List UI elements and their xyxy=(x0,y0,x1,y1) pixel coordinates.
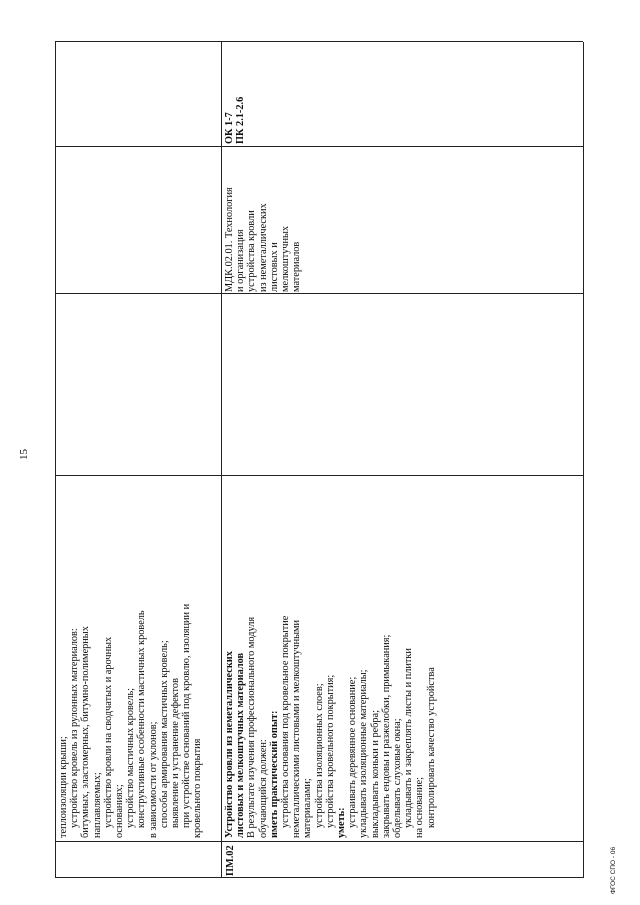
row-separator xyxy=(221,42,222,878)
mdk-line: листовых и xyxy=(268,242,280,292)
col-sep-2 xyxy=(55,475,583,476)
line: контролировать качество устройства xyxy=(425,667,437,828)
line: В результате изучения профессионального модуля xyxy=(246,616,258,838)
line: устройства кровельного покрытия; xyxy=(324,674,336,828)
table-bottom-border xyxy=(583,42,584,878)
line: укладывать и закреплять листы и плитки xyxy=(403,648,415,828)
col-sep-3 xyxy=(55,293,583,294)
col-sep-4 xyxy=(55,146,583,147)
practice-heading: иметь практический опыт: xyxy=(268,710,280,838)
mdk-line: из неметаллических xyxy=(257,203,269,292)
line: кровельного покрытия xyxy=(192,738,204,838)
competencies-cell xyxy=(224,44,246,144)
line: устройства изоляционных слоев; xyxy=(313,683,325,828)
module-title: Устройство кровли из неметаллических xyxy=(224,651,235,838)
line: при устройстве оснований под кровлю, изоляции и xyxy=(181,603,193,828)
line: выкладывать коньки и ребра; xyxy=(369,710,381,838)
line: неметаллическими листовыми и мелкоштучными xyxy=(291,619,303,838)
line: укладывать изоляционные материалы; xyxy=(358,669,370,838)
line: теплоизоляции крыши; xyxy=(58,736,69,838)
continued-description xyxy=(58,478,204,838)
line: устраивать деревянное основание; xyxy=(347,676,359,828)
line: на основание; xyxy=(414,776,426,838)
table-right-border xyxy=(55,41,583,42)
line: устройство мастичных кровель; xyxy=(125,687,137,828)
footer-label: ФГОС СПО - 06 xyxy=(610,846,617,894)
mdk-line: устройства кровли xyxy=(246,210,258,292)
table-top-border xyxy=(55,42,56,878)
line: в зависимости от уклонов; xyxy=(147,721,159,838)
competency-line: ПК 2.1-2.6 xyxy=(235,96,247,144)
line: обделывать слуховые окна; xyxy=(392,718,404,838)
rotated-page xyxy=(18,22,620,894)
line: выявление и устранение дефектов xyxy=(170,678,182,828)
mdk-cell xyxy=(224,148,302,292)
line: устройство кровли на сводчатых и арочных xyxy=(102,636,114,828)
col-sep-1 xyxy=(55,841,583,842)
line: наплавляемых; xyxy=(91,772,103,838)
line: устройство кровель из рулонных материалов: xyxy=(69,628,81,828)
module-code: ПМ.02 xyxy=(225,845,236,876)
mdk-line: мелкоштучных xyxy=(280,225,292,292)
line: закрывать ендовы и разжелобки, примыкания; xyxy=(380,634,392,838)
mdk-line: материалов xyxy=(291,241,303,292)
skills-heading: уметь: xyxy=(336,807,348,838)
line: устройства основания под кровельное покрытие xyxy=(280,615,292,828)
line: битумных, эластомерных, битумно-полимерных xyxy=(80,626,92,838)
line: конструктивные особенности мастичных кровель xyxy=(136,610,148,828)
mdk-line: МДК.02.01. Технология xyxy=(224,187,235,292)
competency-line: ОК 1-7 xyxy=(224,112,235,144)
mdk-line: и организация xyxy=(235,229,247,292)
table-left-border xyxy=(55,877,583,878)
page-number: 15 xyxy=(18,449,30,460)
module-description xyxy=(224,478,437,838)
module-title: листовых и мелкоштучных материалов xyxy=(235,652,247,838)
line: способы армирования мастичных кровель; xyxy=(158,640,170,828)
line: основаниях; xyxy=(114,784,126,838)
line: обучающийся должен: xyxy=(257,739,269,838)
line: материалами; xyxy=(302,778,314,838)
